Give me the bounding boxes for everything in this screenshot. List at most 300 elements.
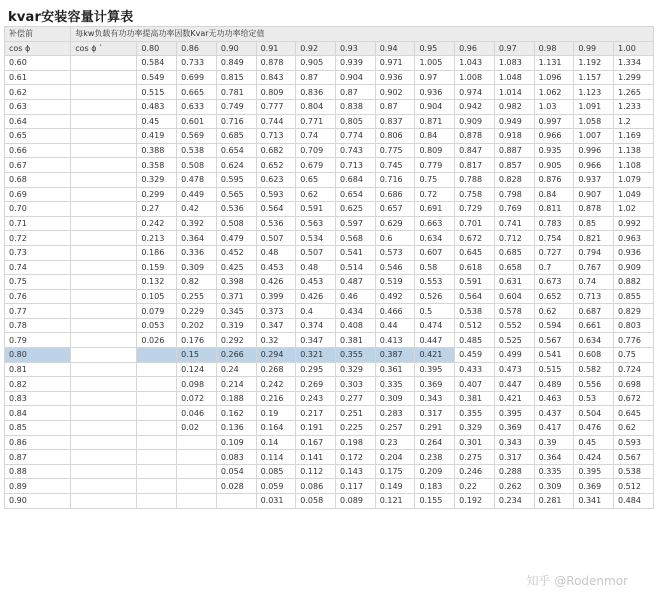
- kvar-cell: 0.136: [216, 421, 256, 436]
- kvar-cell: 0.713: [256, 129, 296, 144]
- kvar-cell: 0.514: [336, 260, 376, 275]
- kvar-cell: 0.369: [494, 421, 534, 436]
- kvar-cell: 0.72: [415, 187, 455, 202]
- kvar-cell: 0.381: [455, 391, 495, 406]
- kvar-cell: 0.97: [415, 70, 455, 85]
- kvar-cell: 0.904: [336, 70, 376, 85]
- kvar-cell: [177, 494, 217, 509]
- kvar-cell: 0.22: [455, 479, 495, 494]
- header-target-cos: 0.92: [296, 41, 336, 56]
- kvar-cell: 0.817: [455, 158, 495, 173]
- kvar-cell: 0.246: [455, 464, 495, 479]
- kvar-cell: [177, 435, 217, 450]
- kvar-cell: 0.661: [574, 318, 614, 333]
- row-cos: 0.80: [5, 348, 71, 363]
- kvar-cell: 0.568: [336, 231, 376, 246]
- kvar-cell: 0.473: [494, 362, 534, 377]
- row-blank: [71, 114, 137, 129]
- kvar-cell: 0.685: [216, 129, 256, 144]
- kvar-cell: 0.309: [177, 260, 217, 275]
- kvar-cell: 0.098: [177, 377, 217, 392]
- kvar-cell: 0.663: [415, 216, 455, 231]
- kvar-cell: 0.553: [415, 275, 455, 290]
- row-blank: [71, 421, 137, 436]
- kvar-cell: 0.225: [336, 421, 376, 436]
- kvar-cell: 0.433: [455, 362, 495, 377]
- table-row: [5, 70, 654, 85]
- kvar-cell: 0.685: [494, 245, 534, 260]
- kvar-cell: 0.234: [494, 494, 534, 509]
- kvar-cell: 0.803: [614, 318, 654, 333]
- row-cos: 0.77: [5, 304, 71, 319]
- kvar-cell: [137, 494, 177, 509]
- kvar-cell: 1.299: [614, 70, 654, 85]
- kvar-cell: 0.214: [216, 377, 256, 392]
- table-row: [5, 172, 654, 187]
- kvar-cell: 0.573: [375, 245, 415, 260]
- row-blank: [71, 333, 137, 348]
- kvar-cell: 0.538: [455, 304, 495, 319]
- kvar-cell: 0.843: [256, 70, 296, 85]
- kvar-cell: 0.309: [375, 391, 415, 406]
- kvar-cell: 0.317: [494, 450, 534, 465]
- kvar-cell: 1.192: [574, 56, 614, 71]
- kvar-cell: 0.499: [494, 348, 534, 363]
- row-cos: 0.81: [5, 362, 71, 377]
- kvar-cell: 0.937: [574, 172, 614, 187]
- kvar-cell: 0.701: [455, 216, 495, 231]
- kvar-cell: 0.083: [216, 450, 256, 465]
- header-target-cos: 0.93: [336, 41, 376, 56]
- table-row: [5, 275, 654, 290]
- kvar-cell: 0.631: [494, 275, 534, 290]
- kvar-cell: 0.519: [375, 275, 415, 290]
- table-row: [5, 377, 654, 392]
- kvar-cell: 0.141: [296, 450, 336, 465]
- kvar-cell: 0.767: [574, 260, 614, 275]
- kvar-cell: 0.204: [375, 450, 415, 465]
- kvar-cell: 0.257: [375, 421, 415, 436]
- kvar-cell: 0.658: [494, 260, 534, 275]
- kvar-cell: 0.347: [256, 318, 296, 333]
- kvar-cell: 0.504: [574, 406, 614, 421]
- kvar-cell: 0.691: [415, 202, 455, 217]
- kvar-cell: [137, 391, 177, 406]
- kvar-cell: 0.541: [534, 348, 574, 363]
- kvar-cell: 0.87: [336, 85, 376, 100]
- kvar-cell: 0.963: [614, 231, 654, 246]
- row-blank: [71, 202, 137, 217]
- kvar-cell: 0.217: [296, 406, 336, 421]
- kvar-cell: 0.058: [296, 494, 336, 509]
- kvar-cell: 0.876: [534, 172, 574, 187]
- header-target-cos: 0.96: [455, 41, 495, 56]
- kvar-cell: 1.123: [574, 85, 614, 100]
- kvar-cell: 0.484: [614, 494, 654, 509]
- kvar-cell: [216, 494, 256, 509]
- kvar-cell: 0.426: [256, 275, 296, 290]
- kvar-cell: 0.569: [177, 129, 217, 144]
- kvar-cell: 0.364: [534, 450, 574, 465]
- kvar-cell: 0.699: [177, 70, 217, 85]
- kvar-cell: 0.563: [296, 216, 336, 231]
- table-row: [5, 479, 654, 494]
- kvar-cell: 0.601: [177, 114, 217, 129]
- page-title: kvar安装容量计算表: [8, 10, 134, 25]
- kvar-cell: 0.771: [296, 114, 336, 129]
- kvar-cell: 0.277: [336, 391, 376, 406]
- kvar-cell: 0.512: [455, 318, 495, 333]
- kvar-cell: 0.974: [455, 85, 495, 100]
- kvar-cell: 0.242: [137, 216, 177, 231]
- kvar-cell: 0.633: [177, 99, 217, 114]
- row-cos: 0.79: [5, 333, 71, 348]
- table-row: [5, 333, 654, 348]
- kvar-cell: 0.117: [336, 479, 376, 494]
- kvar-cell: 0.564: [455, 289, 495, 304]
- kvar-cell: 0.028: [216, 479, 256, 494]
- kvar-cell: 0.124: [177, 362, 217, 377]
- kvar-cell: 0.417: [534, 421, 574, 436]
- kvar-cell: 0.713: [336, 158, 376, 173]
- kvar-cell: [177, 450, 217, 465]
- row-cos: 0.86: [5, 435, 71, 450]
- header-description: 每kw负载有功功率提高功率因数Kvar无功功率给定值: [71, 27, 654, 42]
- kvar-cell: 0.625: [336, 202, 376, 217]
- kvar-cell: 0.87: [296, 70, 336, 85]
- kvar-cell: 1.138: [614, 143, 654, 158]
- kvar-cell: 1.008: [455, 70, 495, 85]
- kvar-cell: 0.935: [534, 143, 574, 158]
- kvar-cell: 0.02: [177, 421, 217, 436]
- kvar-cell: 0.14: [256, 435, 296, 450]
- kvar-cell: 0.295: [296, 362, 336, 377]
- watermark: 知乎 @Rodenmor: [526, 574, 628, 588]
- kvar-cell: 0.74: [296, 129, 336, 144]
- kvar-cell: 0.512: [614, 479, 654, 494]
- kvar-cell: 0.809: [256, 85, 296, 100]
- kvar-cell: 1.03: [534, 99, 574, 114]
- kvar-cell: 0.381: [336, 333, 376, 348]
- kvar-cell: 0.132: [137, 275, 177, 290]
- kvar-cell: 0.783: [534, 216, 574, 231]
- header-target-cos: 0.95: [415, 41, 455, 56]
- kvar-cell: 0.374: [296, 318, 336, 333]
- kvar-cell: 0.75: [614, 348, 654, 363]
- row-cos: 0.83: [5, 391, 71, 406]
- kvar-cell: 0.828: [494, 172, 534, 187]
- kvar-cell: 0.143: [336, 464, 376, 479]
- kvar-cell: 0.634: [574, 333, 614, 348]
- kvar-cell: 0.046: [177, 406, 217, 421]
- kvar-cell: 0.546: [375, 260, 415, 275]
- kvar-cell: 0.907: [574, 187, 614, 202]
- kvar-cell: 0.652: [534, 289, 574, 304]
- kvar-cell: 0.072: [177, 391, 217, 406]
- kvar-cell: 0.335: [534, 464, 574, 479]
- kvar-cell: 0.39: [534, 435, 574, 450]
- row-cos: 0.84: [5, 406, 71, 421]
- kvar-cell: 1.02: [614, 202, 654, 217]
- row-blank: [71, 435, 137, 450]
- kvar-cell: 0.507: [296, 245, 336, 260]
- row-blank: [71, 187, 137, 202]
- kvar-cell: 0.729: [455, 202, 495, 217]
- table-row: [5, 494, 654, 509]
- kvar-cell: 0.871: [415, 114, 455, 129]
- kvar-cell: 0.74: [574, 275, 614, 290]
- kvar-cell: 0.578: [494, 304, 534, 319]
- kvar-cell: 0.608: [574, 348, 614, 363]
- header-target-cos: 0.94: [375, 41, 415, 56]
- table-row: [5, 348, 654, 363]
- kvar-cell: 0.857: [494, 158, 534, 173]
- kvar-cell: 0.447: [415, 333, 455, 348]
- header-target-cos: 0.99: [574, 41, 614, 56]
- table-row: [5, 129, 654, 144]
- kvar-cell: 0.085: [256, 464, 296, 479]
- table-row: [5, 143, 654, 158]
- kvar-cell: 1.058: [574, 114, 614, 129]
- kvar-cell: 0.591: [455, 275, 495, 290]
- kvar-cell: 0.781: [216, 85, 256, 100]
- kvar-cell: 0.242: [256, 377, 296, 392]
- row-cos: 0.65: [5, 129, 71, 144]
- header-before: 补偿前: [5, 27, 71, 42]
- kvar-cell: 0.48: [256, 245, 296, 260]
- kvar-cell: [137, 450, 177, 465]
- row-cos: 0.89: [5, 479, 71, 494]
- kvar-cell: 0.243: [296, 391, 336, 406]
- row-blank: [71, 377, 137, 392]
- row-cos: 0.76: [5, 289, 71, 304]
- table-row: [5, 362, 654, 377]
- kvar-cell: 0.652: [256, 158, 296, 173]
- kvar-cell: 0.623: [256, 172, 296, 187]
- kvar-cell: 0.167: [296, 435, 336, 450]
- kvar-cell: 1.265: [614, 85, 654, 100]
- kvar-cell: 0.538: [177, 143, 217, 158]
- kvar-cell: [137, 348, 177, 363]
- row-cos: 0.78: [5, 318, 71, 333]
- table-row: [5, 187, 654, 202]
- kvar-cell: 0.291: [415, 421, 455, 436]
- row-blank: [71, 391, 137, 406]
- kvar-cell: 0.552: [494, 318, 534, 333]
- kvar-cell: 0.87: [375, 99, 415, 114]
- kvar-cell: 1.083: [494, 56, 534, 71]
- kvar-cell: 0.216: [256, 391, 296, 406]
- kvar-cell: 0.809: [415, 143, 455, 158]
- kvar-cell: 0.53: [574, 391, 614, 406]
- kvar-cell: 0.341: [574, 494, 614, 509]
- kvar-cell: 0.84: [415, 129, 455, 144]
- kvar-cell: 0.982: [494, 99, 534, 114]
- kvar-cell: 0.549: [137, 70, 177, 85]
- row-blank: [71, 450, 137, 465]
- kvar-cell: 0.593: [614, 435, 654, 450]
- kvar-cell: 0.449: [177, 187, 217, 202]
- kvar-cell: 0.949: [494, 114, 534, 129]
- kvar-cell: 0.515: [534, 362, 574, 377]
- kvar-cell: 0.23: [375, 435, 415, 450]
- kvar-cell: 0.45: [574, 435, 614, 450]
- kvar-cell: 0.62: [614, 421, 654, 436]
- row-cos: 0.66: [5, 143, 71, 158]
- table-row: [5, 216, 654, 231]
- kvar-cell: 0.347: [296, 333, 336, 348]
- kvar-cell: 0.618: [455, 260, 495, 275]
- kvar-cell: 0.665: [177, 85, 217, 100]
- row-cos: 0.64: [5, 114, 71, 129]
- kvar-cell: 0.84: [534, 187, 574, 202]
- header-target-cos: 0.86: [177, 41, 217, 56]
- kvar-cell: 0.054: [216, 464, 256, 479]
- kvar-cell: [137, 362, 177, 377]
- kvar-cell: 1.091: [574, 99, 614, 114]
- table-row: [5, 99, 654, 114]
- kvar-cell: 0.794: [574, 245, 614, 260]
- kvar-cell: 0.804: [296, 99, 336, 114]
- kvar-cell: 0.294: [256, 348, 296, 363]
- kvar-cell: 0.183: [415, 479, 455, 494]
- kvar-cell: 0.437: [534, 406, 574, 421]
- kvar-cell: 0.229: [177, 304, 217, 319]
- kvar-cell: 0.262: [494, 479, 534, 494]
- kvar-cell: 0.62: [296, 187, 336, 202]
- kvar-cell: 0.556: [574, 377, 614, 392]
- kvar-cell: 0.434: [336, 304, 376, 319]
- kvar-cell: 0.878: [256, 56, 296, 71]
- kvar-cell: 0.487: [336, 275, 376, 290]
- kvar-cell: 0.645: [455, 245, 495, 260]
- kvar-cell: 0.343: [494, 435, 534, 450]
- kvar-cell: 0.358: [137, 158, 177, 173]
- kvar-cell: 0.594: [534, 318, 574, 333]
- kvar-cell: 0.452: [216, 245, 256, 260]
- row-cos: 0.63: [5, 99, 71, 114]
- kvar-cell: 0.58: [415, 260, 455, 275]
- table-row: [5, 406, 654, 421]
- kvar-cell: 0.597: [336, 216, 376, 231]
- table-row: [5, 450, 654, 465]
- kvar-cell: [177, 479, 217, 494]
- row-cos: 0.88: [5, 464, 71, 479]
- table-row: [5, 114, 654, 129]
- kvar-cell: 0.942: [455, 99, 495, 114]
- kvar-cell: 0.419: [137, 129, 177, 144]
- kvar-cell: 0.855: [614, 289, 654, 304]
- kvar-cell: 1.108: [614, 158, 654, 173]
- kvar-cell: 0.281: [534, 494, 574, 509]
- kvar-cell: 1.233: [614, 99, 654, 114]
- kvar-cell: 0.847: [455, 143, 495, 158]
- kvar-cell: 0.485: [455, 333, 495, 348]
- row-cos: 0.87: [5, 450, 71, 465]
- kvar-cell: 1.157: [574, 70, 614, 85]
- kvar-cell: 0.474: [415, 318, 455, 333]
- kvar-cell: 1.334: [614, 56, 654, 71]
- kvar-cell: 0.32: [256, 333, 296, 348]
- kvar-cell: 0.971: [375, 56, 415, 71]
- kvar-cell: 0.238: [415, 450, 455, 465]
- kvar-cell: 0.42: [177, 202, 217, 217]
- kvar-cell: 0.811: [534, 202, 574, 217]
- kvar-cell: 0.303: [336, 377, 376, 392]
- kvar-cell: 0.24: [216, 362, 256, 377]
- kvar-cell: 0.46: [336, 289, 376, 304]
- kvar-cell: 0.421: [415, 348, 455, 363]
- kvar-cell: 0.45: [137, 114, 177, 129]
- header-target-cos: 0.97: [494, 41, 534, 56]
- kvar-cell: 0.779: [415, 158, 455, 173]
- kvar-cell: 1.131: [534, 56, 574, 71]
- kvar-cell: 0.309: [534, 479, 574, 494]
- kvar-cell: 0.186: [137, 245, 177, 260]
- row-cos: 0.72: [5, 231, 71, 246]
- row-blank: [71, 275, 137, 290]
- kvar-cell: 0.155: [415, 494, 455, 509]
- header-row-2: [5, 41, 654, 56]
- row-blank: [71, 479, 137, 494]
- header-target-cos: 0.91: [256, 41, 296, 56]
- row-blank: [71, 56, 137, 71]
- kvar-cell: 0.698: [614, 377, 654, 392]
- kvar-cell: 0.355: [455, 406, 495, 421]
- kvar-cell: 0.593: [256, 187, 296, 202]
- kvar-cell: 1.043: [455, 56, 495, 71]
- kvar-cell: 0.624: [216, 158, 256, 173]
- kvar-cell: 0.997: [534, 114, 574, 129]
- kvar-cell: 0.567: [534, 333, 574, 348]
- kvar-cell: 0.672: [614, 391, 654, 406]
- kvar-cell: 0.4: [296, 304, 336, 319]
- kvar-cell: 0.525: [494, 333, 534, 348]
- kvar-cell: 0.345: [216, 304, 256, 319]
- kvar-cell: 0.741: [494, 216, 534, 231]
- kvar-cell: 0.476: [574, 421, 614, 436]
- kvar-cell: 0.754: [534, 231, 574, 246]
- kvar-cell: 0.407: [455, 377, 495, 392]
- kvar-cell: 0.902: [375, 85, 415, 100]
- kvar-cell: 0.604: [494, 289, 534, 304]
- table-row: [5, 56, 654, 71]
- kvar-cell: 0.909: [455, 114, 495, 129]
- row-blank: [71, 304, 137, 319]
- table-row: [5, 85, 654, 100]
- header-target-cos: 1.00: [614, 41, 654, 56]
- kvar-cell: 0.421: [494, 391, 534, 406]
- kvar-cell: [137, 377, 177, 392]
- kvar-cell: 0.966: [534, 129, 574, 144]
- kvar-cell: 0.6: [375, 231, 415, 246]
- table-row: [5, 158, 654, 173]
- kvar-cell: 1.005: [415, 56, 455, 71]
- kvar-cell: 0.75: [415, 172, 455, 187]
- header-cos-mid: cos ϕ `: [71, 41, 137, 56]
- kvar-cell: 0.059: [256, 479, 296, 494]
- kvar-cell: 0.369: [574, 479, 614, 494]
- kvar-cell: 0.541: [336, 245, 376, 260]
- header-target-cos: 0.98: [534, 41, 574, 56]
- kvar-cell: 0.319: [216, 318, 256, 333]
- kvar-cell: 0.936: [614, 245, 654, 260]
- kvar-cell: 0.905: [296, 56, 336, 71]
- kvar-cell: 0.373: [256, 304, 296, 319]
- kvar-cell: 0.355: [336, 348, 376, 363]
- kvar-cell: 0.335: [375, 377, 415, 392]
- kvar-cell: 0.777: [256, 99, 296, 114]
